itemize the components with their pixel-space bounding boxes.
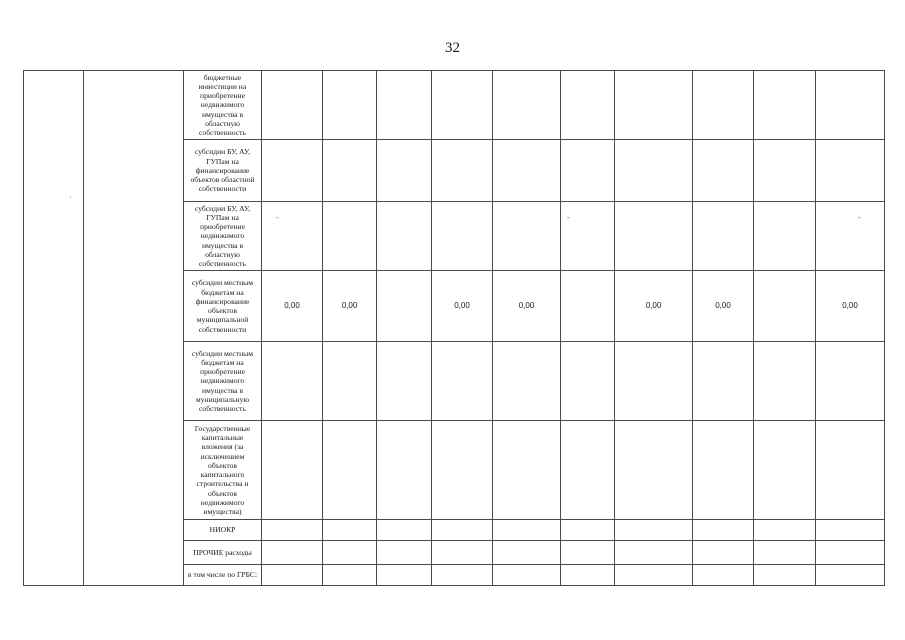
value-cell: [816, 421, 885, 520]
value-cell: [432, 520, 493, 541]
value-cell: [323, 71, 377, 140]
value-cell: [816, 565, 885, 586]
value-cell: [493, 342, 561, 421]
value-cell: [493, 520, 561, 541]
value-cell: [693, 342, 754, 421]
stray-dash-mark: -: [567, 213, 570, 222]
value-cell: [816, 140, 885, 202]
value-cell: [816, 71, 885, 140]
value-cell: [377, 271, 432, 342]
stray-dash-mark: -: [858, 213, 861, 222]
value-cell: [262, 520, 323, 541]
value-cell: [754, 541, 816, 565]
value-cell: [615, 541, 693, 565]
value-cell: [754, 202, 816, 271]
value-cell: [615, 520, 693, 541]
value-cell: [432, 565, 493, 586]
value-cell: [693, 565, 754, 586]
value-cell: [754, 271, 816, 342]
value-cell: [262, 71, 323, 140]
row-label: субсидии местным бюджетам на приобретение недвижимого имущества в муниципальную собственность: [184, 342, 262, 421]
value-cell: [377, 565, 432, 586]
value-cell: [816, 342, 885, 421]
value-cell: 0,00: [615, 271, 693, 342]
value-cell: [561, 271, 615, 342]
value-cell: [262, 541, 323, 565]
value-cell: [754, 520, 816, 541]
value-cell: [754, 71, 816, 140]
budget-table: [23, 70, 885, 586]
value-cell: [615, 140, 693, 202]
value-cell: 0,00: [262, 271, 323, 342]
value-cell: [561, 202, 615, 271]
value-cell: [561, 421, 615, 520]
value-cell: 0,00: [693, 271, 754, 342]
value-cell: [493, 421, 561, 520]
value-cell: [432, 140, 493, 202]
value-cell: [493, 202, 561, 271]
value-cell: 0,00: [323, 271, 377, 342]
value-cell: [377, 140, 432, 202]
value-cell: [323, 565, 377, 586]
value-cell: [323, 541, 377, 565]
row-label: бюджетные инвестиции на приобретение недвижимого имущества в областную собственность: [184, 71, 262, 140]
value-cell: [432, 421, 493, 520]
value-cell: [816, 541, 885, 565]
value-cell: [561, 541, 615, 565]
value-cell: [432, 342, 493, 421]
value-cell: [615, 421, 693, 520]
value-cell: [432, 541, 493, 565]
value-cell: [561, 342, 615, 421]
value-cell: [377, 520, 432, 541]
value-cell: [493, 71, 561, 140]
value-cell: [262, 421, 323, 520]
stray-dash-mark: -: [276, 213, 279, 222]
value-cell: [693, 202, 754, 271]
value-cell: [615, 342, 693, 421]
value-cell: [693, 520, 754, 541]
merged-number-cell: [24, 71, 84, 586]
value-cell: [432, 202, 493, 271]
value-cell: 0,00: [493, 271, 561, 342]
value-cell: [816, 202, 885, 271]
value-cell: [432, 71, 493, 140]
value-cell: [693, 421, 754, 520]
value-cell: [377, 71, 432, 140]
value-cell: [323, 520, 377, 541]
row-label: субсидии БУ, АУ, ГУПам на финансирование объектов областной собственности: [184, 140, 262, 202]
value-cell: [561, 520, 615, 541]
value-cell: [561, 71, 615, 140]
value-cell: [493, 140, 561, 202]
value-cell: [323, 421, 377, 520]
value-cell: [323, 140, 377, 202]
value-cell: [754, 140, 816, 202]
value-cell: [693, 541, 754, 565]
page-number: 32: [445, 40, 460, 56]
table-row: [24, 71, 885, 140]
row-label: субсидии местным бюджетам на финансирование объектов муниципальной собственности: [184, 271, 262, 342]
value-cell: [693, 140, 754, 202]
value-cell: [561, 565, 615, 586]
value-cell: [323, 342, 377, 421]
value-cell: [262, 202, 323, 271]
value-cell: [377, 342, 432, 421]
row-label: Государственные капитальные вложения (за исключением объектов капитального строительства и объектов недвижимого имущества): [184, 421, 262, 520]
value-cell: [816, 520, 885, 541]
value-cell: [262, 565, 323, 586]
value-cell: [615, 565, 693, 586]
value-cell: [262, 140, 323, 202]
value-cell: [377, 202, 432, 271]
row-label: субсидии БУ, АУ, ГУПам на приобретение недвижимого имущества в областную собственность: [184, 202, 262, 271]
value-cell: [754, 565, 816, 586]
value-cell: 0,00: [816, 271, 885, 342]
merged-name-cell: [84, 71, 184, 586]
value-cell: [377, 421, 432, 520]
value-cell: [693, 71, 754, 140]
row-label: ПРОЧИЕ расходы: [184, 541, 262, 565]
value-cell: 0,00: [432, 271, 493, 342]
value-cell: [754, 342, 816, 421]
stray-dot-mark: ·: [69, 193, 72, 202]
value-cell: [493, 541, 561, 565]
row-label: НИОКР: [184, 520, 262, 541]
value-cell: [377, 541, 432, 565]
value-cell: [615, 202, 693, 271]
value-cell: [754, 421, 816, 520]
value-cell: [493, 565, 561, 586]
value-cell: [323, 202, 377, 271]
value-cell: [615, 71, 693, 140]
value-cell: [561, 140, 615, 202]
row-label: в том числе по ГРБС:: [184, 565, 262, 586]
value-cell: [262, 342, 323, 421]
